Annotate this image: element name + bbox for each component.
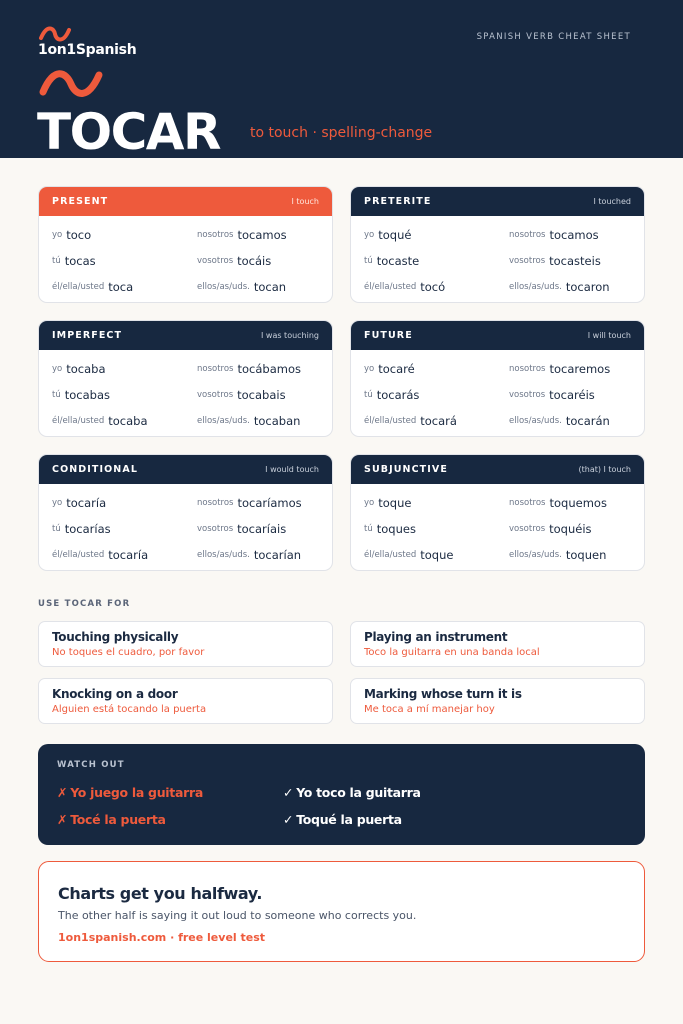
tense-gloss: I was touching (261, 331, 319, 340)
pronoun: ellos/as/uds. (509, 416, 562, 426)
tense-card-header (351, 321, 644, 350)
verb-form: tocan (253, 280, 287, 294)
pronoun: ellos/as/uds. (197, 550, 250, 560)
pronoun: él/ella/usted (364, 282, 417, 292)
cta-link[interactable]: 1on1spanish.com · free level test (58, 931, 266, 944)
use-title: Touching physically (52, 630, 179, 644)
conjugation-cell (364, 382, 509, 408)
pronoun: yo (364, 498, 375, 508)
conjugation-cell (509, 490, 645, 516)
verb-form: tocará (420, 414, 457, 428)
check-icon: ✓ (283, 785, 294, 800)
tense-name: PRETERITE (364, 196, 432, 207)
tense-name: PRESENT (52, 196, 109, 207)
pronoun: tú (52, 256, 61, 266)
tense-name: IMPERFECT (52, 330, 123, 341)
pronoun: vosotros (509, 390, 546, 400)
use-card-touching (38, 621, 333, 667)
pronoun: vosotros (509, 256, 546, 266)
conjugation-cell (197, 356, 333, 382)
tense-name: SUBJUNCTIVE (364, 464, 448, 475)
conjugation-cell (197, 408, 333, 434)
conjugation-cell (197, 542, 333, 568)
conjugation-grid (351, 350, 644, 434)
pronoun: yo (52, 230, 63, 240)
pronoun: vosotros (197, 524, 234, 534)
tense-gloss: I would touch (265, 465, 319, 474)
verb-form: toco (66, 228, 92, 242)
conjugation-grid (351, 216, 644, 300)
conjugation-cell (509, 356, 645, 382)
verb-form: toque (420, 548, 454, 562)
verb-form: tocaría (108, 548, 149, 562)
wave-decoration-icon (38, 70, 104, 98)
verb-form: tocaste (376, 254, 420, 268)
verb-form: tocaba (66, 362, 106, 376)
verb-form: tocabas (64, 388, 110, 402)
tense-card-conditional (38, 454, 333, 571)
pronoun: vosotros (197, 256, 234, 266)
verb-form: toque (378, 496, 412, 510)
tense-card-future (350, 320, 645, 437)
verb-form: tocas (64, 254, 96, 268)
conjugation-grid (39, 216, 332, 300)
verb-form: tocaríais (237, 522, 287, 536)
conjugation-cell (509, 274, 645, 300)
verb-form: toqué (378, 228, 412, 242)
verb-form: tocaría (66, 496, 107, 510)
pronoun: tú (364, 524, 373, 534)
pronoun: tú (52, 390, 61, 400)
tense-gloss: (that) I touch (578, 465, 631, 474)
conjugation-cell (197, 274, 333, 300)
conjugation-cell (364, 542, 509, 568)
conjugation-cell (509, 516, 645, 542)
verb-form: tocaréis (549, 388, 595, 402)
verb-form: tocarían (253, 548, 302, 562)
conjugation-cell (364, 274, 509, 300)
verb-form: tocabais (237, 388, 286, 402)
wrong-text: Yo juego la guitarra (70, 785, 203, 800)
conjugation-cell (364, 248, 509, 274)
tense-gloss: I will touch (587, 331, 631, 340)
wrong-example (57, 812, 166, 827)
conjugation-cell (52, 248, 197, 274)
right-example (283, 785, 421, 800)
verb-form: toques (376, 522, 416, 536)
conjugation-cell (197, 248, 333, 274)
verb-form: tocaban (253, 414, 301, 428)
brand-name: 1on1Spanish (38, 42, 137, 58)
pronoun: él/ella/usted (52, 550, 105, 560)
verb-form: tocaríamos (237, 496, 302, 510)
conjugation-grid (39, 484, 332, 568)
conjugation-cell (509, 248, 645, 274)
tense-card-header (351, 455, 644, 484)
right-text: Yo toco la guitarra (296, 785, 421, 800)
tense-card-subjunctive (350, 454, 645, 571)
verb-form: tocarás (376, 388, 420, 402)
pronoun: ellos/as/uds. (509, 282, 562, 292)
tense-card-imperfect (38, 320, 333, 437)
pronoun: nosotros (509, 364, 546, 374)
pronoun: nosotros (197, 364, 234, 374)
tense-gloss: I touched (593, 197, 631, 206)
pronoun: yo (364, 230, 375, 240)
use-example: Toco la guitarra en una banda local (364, 647, 540, 658)
verb-form: tocó (420, 280, 446, 294)
conjugation-cell (197, 516, 333, 542)
verb-form: tocaba (108, 414, 148, 428)
conjugation-cell (197, 490, 333, 516)
pronoun: ellos/as/uds. (197, 282, 250, 292)
pronoun: nosotros (197, 498, 234, 508)
cta-body: The other half is saying it out loud to someone who corrects you. (58, 909, 417, 922)
right-text: Toqué la puerta (296, 812, 402, 827)
uses-section-label: USE TOCAR FOR (38, 599, 131, 609)
right-example (283, 812, 402, 827)
tense-name: CONDITIONAL (52, 464, 138, 475)
use-title: Playing an instrument (364, 630, 508, 644)
verb-form: tocábamos (237, 362, 301, 376)
conjugation-cell (197, 222, 333, 248)
pronoun: nosotros (197, 230, 234, 240)
pronoun: ellos/as/uds. (197, 416, 250, 426)
tense-card-header (351, 187, 644, 216)
conjugation-cell (197, 382, 333, 408)
verb-form: tocáis (237, 254, 272, 268)
verb-form: tocasteis (549, 254, 601, 268)
conjugation-cell (52, 382, 197, 408)
conjugation-cell (364, 356, 509, 382)
conjugation-cell (509, 382, 645, 408)
conjugation-cell (52, 274, 197, 300)
tense-card-present (38, 186, 333, 303)
verb-title: TOCAR (37, 103, 221, 161)
verb-form: tocarán (565, 414, 610, 428)
pronoun: él/ella/usted (364, 416, 417, 426)
pronoun: él/ella/usted (364, 550, 417, 560)
pronoun: yo (364, 364, 375, 374)
brand-logo[interactable] (38, 26, 137, 58)
conjugation-grid (39, 350, 332, 434)
wrong-example (57, 785, 203, 800)
watch-out-label: WATCH OUT (57, 760, 125, 770)
verb-form: toca (108, 280, 134, 294)
use-card-instrument (350, 621, 645, 667)
pronoun: yo (52, 364, 63, 374)
use-card-turn (350, 678, 645, 724)
use-title: Knocking on a door (52, 687, 178, 701)
use-title: Marking whose turn it is (364, 687, 522, 701)
pronoun: vosotros (509, 524, 546, 534)
use-example: Alguien está tocando la puerta (52, 704, 207, 715)
pronoun: tú (52, 524, 61, 534)
use-example: Me toca a mí manejar hoy (364, 704, 495, 715)
tense-name: FUTURE (364, 330, 413, 341)
pronoun: tú (364, 256, 373, 266)
conjugation-cell (364, 490, 509, 516)
pronoun: nosotros (509, 498, 546, 508)
verb-form: tocaron (565, 280, 610, 294)
verb-form: tocarías (64, 522, 111, 536)
sheet-label: SPANISH VERB CHEAT SHEET (476, 32, 631, 42)
conjugation-cell (364, 408, 509, 434)
conjugation-cell (509, 222, 645, 248)
pronoun: él/ella/usted (52, 282, 105, 292)
wave-logo-icon (38, 26, 72, 42)
tense-card-header (39, 187, 332, 216)
conjugation-cell (364, 516, 509, 542)
conjugation-cell (52, 542, 197, 568)
cross-icon: ✗ (57, 812, 68, 827)
use-card-knocking (38, 678, 333, 724)
use-example: No toques el cuadro, por favor (52, 647, 205, 658)
wrong-text: Tocé la puerta (70, 812, 166, 827)
pronoun: ellos/as/uds. (509, 550, 562, 560)
tense-card-preterite (350, 186, 645, 303)
conjugation-cell (364, 222, 509, 248)
check-icon: ✓ (283, 812, 294, 827)
conjugation-cell (509, 542, 645, 568)
verb-form: tocaré (378, 362, 415, 376)
tense-card-header (39, 455, 332, 484)
watch-out-panel (38, 744, 645, 845)
conjugation-grid (351, 484, 644, 568)
cross-icon: ✗ (57, 785, 68, 800)
cta-title: Charts get you halfway. (58, 884, 263, 903)
pronoun: vosotros (197, 390, 234, 400)
conjugation-cell (52, 490, 197, 516)
verb-form: toquen (565, 548, 607, 562)
cta-panel (38, 861, 645, 962)
verb-form: toquemos (549, 496, 607, 510)
pronoun: nosotros (509, 230, 546, 240)
tense-card-header (39, 321, 332, 350)
verb-form: tocaremos (549, 362, 611, 376)
conjugation-cell (52, 408, 197, 434)
verb-form: tocamos (549, 228, 599, 242)
conjugation-cell (52, 222, 197, 248)
conjugation-cell (52, 356, 197, 382)
conjugation-cell (52, 516, 197, 542)
pronoun: yo (52, 498, 63, 508)
conjugation-cell (509, 408, 645, 434)
header (0, 0, 683, 161)
tense-gloss: I touch (291, 197, 319, 206)
pronoun: él/ella/usted (52, 416, 105, 426)
verb-form: tocamos (237, 228, 287, 242)
pronoun: tú (364, 390, 373, 400)
verb-subtitle: to touch · spelling-change (250, 125, 433, 141)
verb-form: toquéis (549, 522, 592, 536)
